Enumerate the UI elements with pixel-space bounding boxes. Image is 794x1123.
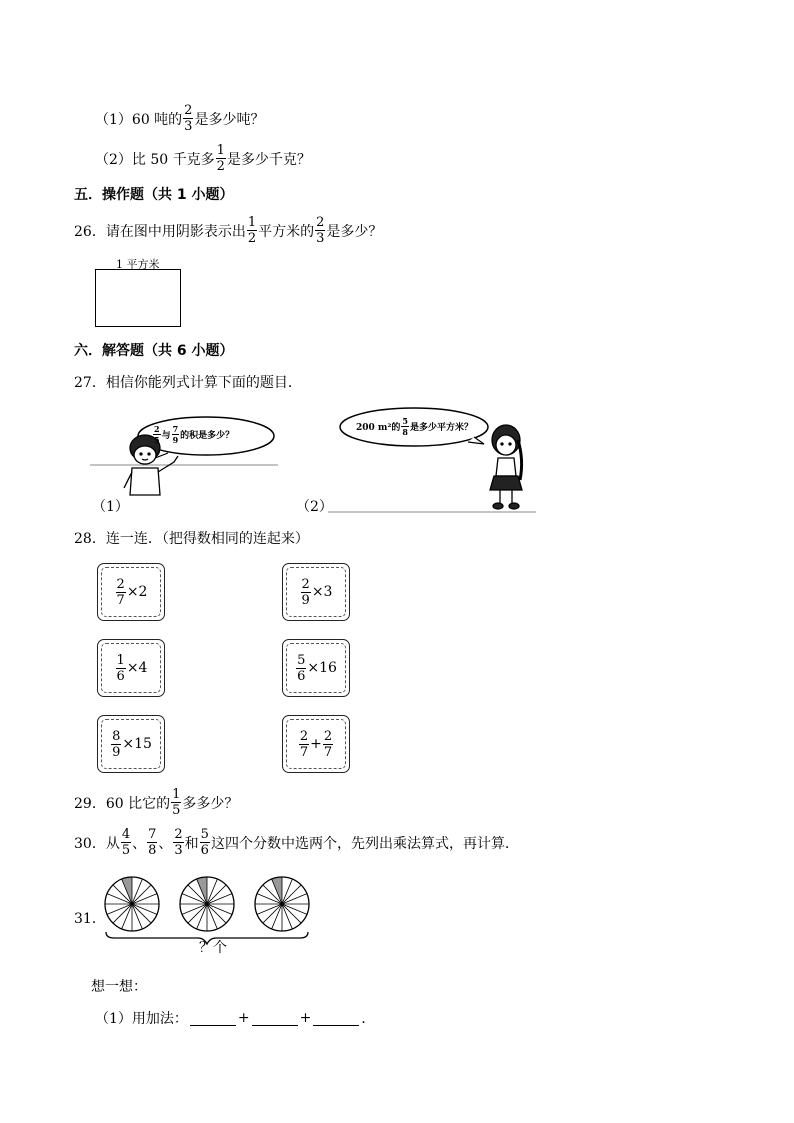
q27-label-2: （2） xyxy=(296,499,333,515)
think-label: 想一想： xyxy=(91,979,147,995)
answer-blank-1[interactable] xyxy=(190,1011,236,1026)
question-29: 29． 60 比它的 $\frac{1}{5}$ 多多少？ xyxy=(74,787,239,818)
question-30: 30． 从 $\frac{4}{5}$ 、 $\frac{7}{8}$ 、 $\frac{2}{3}$ 和 $\frac{5}{6}$ 这四个分数中选两个，先列出乘法算式，再计算． xyxy=(74,827,519,858)
brace-label: ？个 xyxy=(199,940,227,956)
answer-blank-2[interactable] xyxy=(252,1011,298,1026)
section-title-5: 五．操作题（共 1 小题） xyxy=(74,187,234,203)
match-card-right-2[interactable]: $\frac{5}{6}$ ×16 xyxy=(282,639,350,697)
q-prev-item1: （1）60 吨的 $\frac{2}{3}$ 是多少吨？ xyxy=(95,103,265,134)
q-prev-item2: （2）比 50 千克多 $\frac{1}{2}$ 是多少千克？ xyxy=(95,143,311,174)
match-card-left-3[interactable]: $\frac{8}{9}$ ×15 xyxy=(97,715,165,773)
bubble-1-text: $\frac{2}{5}$ 与 $\frac{7}{9}$ 的积是多少？ xyxy=(154,424,235,445)
fraction: $\frac{2}{3}$ xyxy=(184,103,193,134)
fraction: $\frac{1}{2}$ xyxy=(216,143,225,174)
match-card-right-3[interactable]: $\frac{2}{7}$ + $\frac{2}{7}$ xyxy=(282,715,350,773)
fraction: $\frac{1}{5}$ xyxy=(172,787,181,818)
unit-square-box[interactable] xyxy=(95,269,181,327)
match-card-left-2[interactable]: $\frac{1}{6}$ ×4 xyxy=(97,639,165,697)
bubble-2-text: 200 m²的 $\frac{5}{8}$ 是多少平方米？ xyxy=(356,416,473,437)
girl-figure xyxy=(490,425,522,509)
box-label: 1 平方米 xyxy=(116,258,160,271)
answer-blank-3[interactable] xyxy=(313,1011,359,1026)
fraction: $\frac{1}{2}$ xyxy=(247,215,257,246)
question-31-number: 31． xyxy=(74,911,106,927)
question-27: 27． 相信你能列式计算下面的题目． xyxy=(74,375,302,391)
section-title-6: 六．解答题（共 6 小题） xyxy=(74,343,234,359)
question-26: 26． 请在图中用阴影表示出 $\frac{1}{2}$ 平方米的 $\frac{2}{3}$ 是多少？ xyxy=(74,215,383,246)
fraction: $\frac{2}{3}$ xyxy=(316,215,325,246)
addition-line: （1）用加法： + + ． xyxy=(95,1010,376,1027)
q27-label-1: （1） xyxy=(92,499,129,515)
question-28: 28． 连一连．（把得数相同的连起来） xyxy=(74,531,309,547)
match-card-right-1[interactable]: $\frac{2}{9}$ ×3 xyxy=(282,563,350,621)
match-card-left-1[interactable]: $\frac{2}{7}$ ×2 xyxy=(97,563,165,621)
